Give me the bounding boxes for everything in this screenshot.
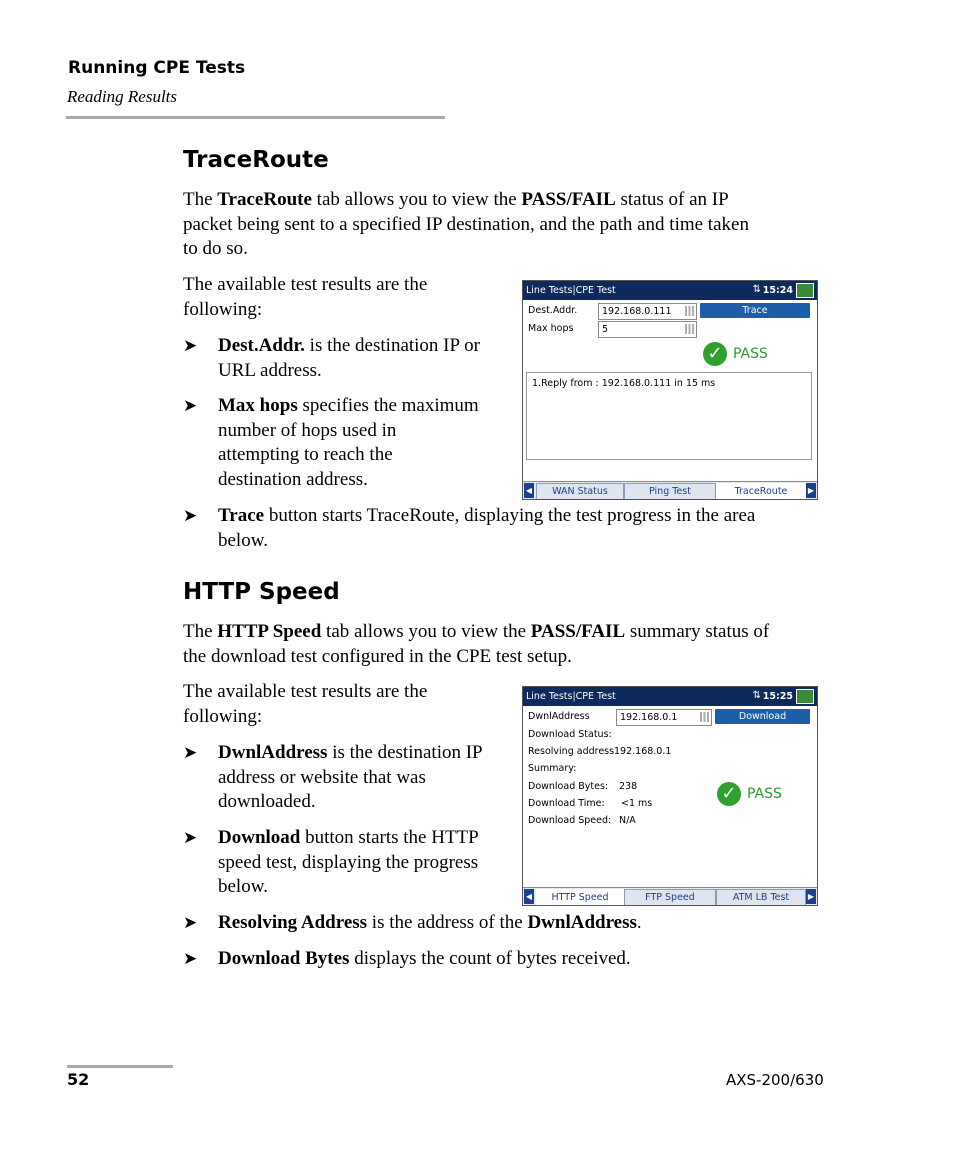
clock: 15:25	[762, 691, 793, 702]
download-time-value: <1 ms	[621, 798, 653, 809]
http-intro: The HTTP Speed tab allows you to view the PASS/FAIL summary status of the download test configured in the CPE test setup.	[183, 621, 770, 667]
resolving-address-label: Resolving address	[528, 746, 615, 757]
max-hops-field[interactable]: 5	[598, 321, 697, 338]
result-line: 1.Reply from : 192.168.0.111 in 15 ms	[532, 378, 716, 389]
trace-results-area	[526, 372, 812, 460]
battery-icon	[796, 689, 814, 704]
keypad-icon	[685, 324, 694, 334]
tab-ping-test[interactable]: Ping Test	[624, 483, 716, 500]
http-speed-screen	[522, 686, 818, 906]
screen-title: Line Tests|CPE Test	[526, 691, 616, 702]
summary-label: Summary:	[528, 763, 577, 774]
download-status-label: Download Status:	[528, 729, 612, 740]
traceroute-intro: The TraceRoute tab allows you to view the PASS/FAIL status of an IP packet being sent to a specified IP destination, and the path and time taken to do so.	[183, 189, 749, 259]
bullet-arrow-icon: ➤	[183, 506, 198, 525]
bullet-arrow-icon: ➤	[183, 743, 198, 762]
bullet-arrow-icon: ➤	[183, 913, 198, 932]
traceroute-screen	[522, 280, 818, 500]
dwnl-address-label: DwnlAddress	[528, 711, 590, 722]
screen-title: Line Tests|CPE Test	[526, 285, 616, 296]
traceroute-heading: TraceRoute	[183, 147, 329, 173]
tab-wan-status[interactable]: WAN Status	[536, 483, 624, 500]
clock: 15:24	[762, 285, 793, 296]
tab-bar	[523, 481, 817, 499]
alert-icon: ⇅	[752, 690, 761, 701]
battery-icon	[796, 283, 814, 298]
alert-icon: ⇅	[752, 284, 761, 295]
download-speed-label: Download Speed:	[528, 815, 612, 826]
tab-ftp-speed[interactable]: FTP Speed	[624, 889, 716, 906]
trace-button[interactable]: Trace	[700, 303, 810, 318]
screen-titlebar	[523, 281, 817, 300]
pass-check-icon: ✓	[703, 342, 727, 366]
pass-status: PASS	[747, 786, 782, 802]
tab-traceroute[interactable]: TraceRoute	[716, 483, 806, 500]
tab-right-arrow-icon[interactable]: ▶	[806, 889, 816, 904]
download-bytes-label: Download Bytes:	[528, 781, 609, 792]
page-number: 52	[67, 1070, 90, 1089]
bullet-arrow-icon: ➤	[183, 396, 198, 415]
dwnl-address-field[interactable]: 192.168.0.1	[616, 709, 712, 726]
tab-left-arrow-icon[interactable]: ◀	[524, 483, 534, 498]
download-bytes-value: 238	[619, 781, 638, 792]
keypad-icon	[700, 712, 709, 722]
header-rule	[66, 116, 445, 119]
download-time-label: Download Time:	[528, 798, 605, 809]
keypad-icon	[685, 306, 694, 316]
footer-rule	[67, 1065, 173, 1068]
bullet-arrow-icon: ➤	[183, 828, 198, 847]
screen-titlebar	[523, 687, 817, 706]
dest-addr-field[interactable]: 192.168.0.111	[598, 303, 697, 320]
http-speed-heading: HTTP Speed	[183, 579, 340, 605]
tab-bar	[523, 887, 817, 905]
section-subtitle: Reading Results	[67, 87, 178, 106]
product-name: AXS-200/630	[726, 1071, 824, 1089]
bullet-arrow-icon: ➤	[183, 336, 198, 355]
tab-atm-lb-test[interactable]: ATM LB Test	[716, 889, 806, 906]
max-hops-label: Max hops	[528, 323, 574, 334]
tab-http-speed[interactable]: HTTP Speed	[536, 889, 624, 906]
download-speed-value: N/A	[619, 815, 636, 826]
http-available-text: The available test results are the following:	[183, 681, 428, 727]
resolving-address-value: 192.168.0.1	[614, 746, 672, 757]
download-button[interactable]: Download	[715, 709, 810, 724]
bullet-arrow-icon: ➤	[183, 949, 198, 968]
tab-left-arrow-icon[interactable]: ◀	[524, 889, 534, 904]
pass-status: PASS	[733, 346, 768, 362]
tab-right-arrow-icon[interactable]: ▶	[806, 483, 816, 498]
pass-check-icon: ✓	[717, 782, 741, 806]
dest-addr-label: Dest.Addr.	[528, 305, 578, 316]
traceroute-available-text: The available test results are the following:	[183, 274, 428, 320]
chapter-title: Running CPE Tests	[68, 58, 246, 78]
